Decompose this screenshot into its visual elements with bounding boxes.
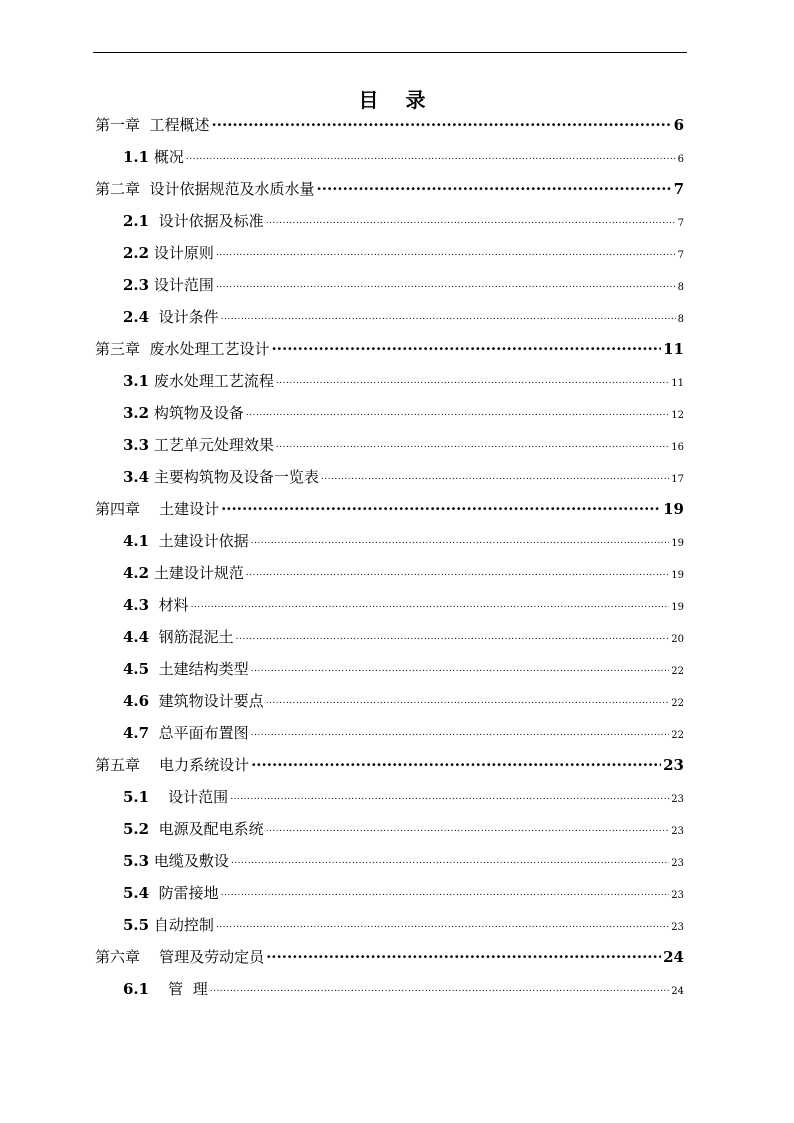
toc-section-entry[interactable] [123, 274, 684, 298]
toc-section-entry[interactable] [123, 658, 684, 682]
toc-leader-dots [236, 627, 670, 642]
toc-section-entry[interactable] [123, 818, 684, 842]
toc-entry-label: 主要构筑物及设备一览表 [149, 468, 319, 486]
toc-page-number: 8 [677, 282, 684, 293]
toc-entry-label: 第三章 废水处理工艺设计 [95, 340, 270, 358]
toc-page-number: 19 [671, 602, 684, 613]
toc-entry-label: 管 理 [149, 980, 208, 998]
toc-entry-number: 4.6 [123, 692, 150, 710]
toc-leader-dots [221, 499, 661, 514]
toc-page-number: 22 [671, 698, 684, 709]
toc-entry-number: 5.1 [123, 788, 150, 806]
toc-entry-label: 总平面布置图 [149, 724, 249, 742]
toc-section-entry[interactable] [123, 690, 684, 714]
toc-page-number: 23 [671, 794, 684, 805]
toc-section-entry[interactable] [123, 210, 684, 234]
toc-leader-dots [216, 243, 676, 258]
toc-entry-label: 设计条件 [149, 308, 219, 326]
toc-page-number: 23 [671, 922, 684, 933]
toc-entry-number: 5.4 [123, 884, 150, 902]
toc-page-number: 7 [673, 180, 684, 198]
toc-section-entry[interactable] [123, 882, 684, 906]
toc-page-number: 7 [677, 218, 684, 229]
toc-entry-label: 第四章 土建设计 [95, 500, 220, 518]
toc-page-number: 20 [671, 634, 684, 645]
toc-entry-number: 5.2 [123, 820, 150, 838]
toc-section-entry[interactable] [123, 146, 684, 170]
toc-section-entry[interactable] [123, 786, 684, 810]
toc-leader-dots [186, 147, 676, 162]
toc-leader-dots [266, 819, 670, 834]
toc-entry-number: 5.3 [123, 852, 150, 870]
toc-leader-dots [230, 787, 669, 802]
toc-section-entry[interactable] [123, 722, 684, 746]
toc-leader-dots [221, 307, 676, 322]
toc-page-number: 22 [671, 666, 684, 677]
toc-section-entry[interactable] [123, 242, 684, 266]
toc-leader-dots [212, 115, 672, 130]
toc-page-number: 6 [677, 154, 684, 165]
toc-leader-dots [266, 211, 676, 226]
toc-page-number: 8 [677, 314, 684, 325]
toc-entry-number: 3.4 [123, 468, 150, 486]
toc-entry-label: 工艺单元处理效果 [149, 436, 274, 454]
toc-page-number: 19 [671, 538, 684, 549]
toc-entry-number: 2.4 [123, 308, 150, 326]
toc-page-number: 23 [663, 756, 684, 774]
toc-page-number: 19 [671, 570, 684, 581]
toc-entry-number: 2.1 [123, 212, 150, 230]
toc-entry-label: 钢筋混泥土 [149, 628, 234, 646]
toc-section-entry[interactable] [123, 370, 684, 394]
toc-entry-label: 废水处理工艺流程 [149, 372, 274, 390]
toc-leader-dots [272, 339, 662, 354]
toc-page-number: 23 [671, 890, 684, 901]
toc-entry-label: 土建设计规范 [149, 564, 244, 582]
toc-section-entry[interactable] [123, 626, 684, 650]
toc-chapter-entry[interactable] [95, 114, 684, 138]
toc-leader-dots [246, 403, 669, 418]
toc-section-entry[interactable] [123, 562, 684, 586]
toc-leader-dots [317, 179, 672, 194]
toc-page-number: 24 [663, 948, 684, 966]
toc-page-number: 23 [671, 858, 684, 869]
toc-entry-label: 第二章 设计依据规范及水质水量 [95, 180, 315, 198]
toc-page-number: 22 [671, 730, 684, 741]
toc-chapter-entry[interactable] [95, 338, 684, 362]
toc-section-entry[interactable] [123, 434, 684, 458]
toc-entry-number: 5.5 [123, 916, 150, 934]
toc-entry-number: 4.1 [123, 532, 150, 550]
toc-page-number: 23 [671, 826, 684, 837]
toc-entry-number: 4.3 [123, 596, 150, 614]
toc-entry-number: 4.4 [123, 628, 150, 646]
toc-entry-label: 概况 [149, 148, 184, 166]
toc-entry-label: 设计原则 [149, 244, 214, 262]
toc-entry-label: 建筑物设计要点 [149, 692, 264, 710]
toc-entry-label: 构筑物及设备 [149, 404, 244, 422]
toc-entry-label: 设计范围 [149, 276, 214, 294]
toc-leader-dots [251, 723, 670, 738]
toc-leader-dots [191, 595, 670, 610]
toc-chapter-entry[interactable] [95, 178, 684, 202]
toc-page-number: 12 [671, 410, 684, 421]
toc-section-entry[interactable] [123, 594, 684, 618]
toc-leader-dots [266, 691, 670, 706]
toc-section-entry[interactable] [123, 914, 684, 938]
toc-leader-dots [221, 883, 670, 898]
toc-entry-number: 2.3 [123, 276, 150, 294]
toc-entry-number: 4.5 [123, 660, 150, 678]
toc-chapter-entry[interactable] [95, 946, 684, 970]
toc-entry-label: 土建设计依据 [149, 532, 249, 550]
toc-section-entry[interactable] [123, 466, 684, 490]
toc-section-entry[interactable] [123, 306, 684, 330]
toc-section-entry[interactable] [123, 850, 684, 874]
page-title: 目 录 [358, 88, 436, 112]
toc-entry-number: 3.1 [123, 372, 150, 390]
toc-entry-number: 4.7 [123, 724, 150, 742]
toc-entry-label: 自动控制 [149, 916, 214, 934]
toc-page-number: 19 [663, 500, 684, 518]
toc-entry-label: 电源及配电系统 [149, 820, 264, 838]
toc-chapter-entry[interactable] [95, 498, 684, 522]
toc-leader-dots [231, 851, 669, 866]
toc-leader-dots [210, 979, 670, 994]
toc-leader-dots [216, 915, 669, 930]
toc-entry-number: 3.3 [123, 436, 150, 454]
toc-entry-label: 第五章 电力系统设计 [95, 756, 250, 774]
toc-entry-number: 2.2 [123, 244, 150, 262]
toc-page-number: 7 [677, 250, 684, 261]
toc-leader-dots [266, 947, 661, 962]
toc-page-number: 11 [671, 378, 684, 389]
toc-leader-dots [276, 435, 669, 450]
toc-entry-label: 第六章 管理及劳动定员 [95, 948, 265, 966]
toc-page-number: 24 [671, 986, 684, 997]
toc-entry-label: 电缆及敷设 [149, 852, 229, 870]
toc-leader-dots [251, 755, 661, 770]
toc-leader-dots [321, 467, 669, 482]
toc-entry-label: 设计范围 [149, 788, 229, 806]
toc-leader-dots [251, 659, 670, 674]
toc-entry-label: 设计依据及标准 [149, 212, 264, 230]
toc-page-number: 11 [663, 340, 684, 358]
toc-leader-dots [246, 563, 669, 578]
toc-section-entry[interactable] [123, 978, 684, 1002]
toc-entry-number: 4.2 [123, 564, 150, 582]
toc-entry-label: 防雷接地 [149, 884, 219, 902]
toc-entry-label: 第一章 工程概述 [95, 116, 210, 134]
toc-leader-dots [251, 531, 670, 546]
toc-chapter-entry[interactable] [95, 754, 684, 778]
toc-entry-number: 1.1 [123, 148, 150, 166]
toc-page-number: 16 [671, 442, 684, 453]
toc-entry-number: 3.2 [123, 404, 150, 422]
toc-leader-dots [276, 371, 669, 386]
toc-page-number: 6 [673, 116, 684, 134]
toc-section-entry[interactable] [123, 402, 684, 426]
toc-section-entry[interactable] [123, 530, 684, 554]
toc-leader-dots [216, 275, 676, 290]
toc-page-number: 17 [671, 474, 684, 485]
toc-entry-label: 材料 [149, 596, 189, 614]
toc-entry-number: 6.1 [123, 980, 150, 998]
header-rule [93, 52, 687, 53]
toc-entry-label: 土建结构类型 [149, 660, 249, 678]
